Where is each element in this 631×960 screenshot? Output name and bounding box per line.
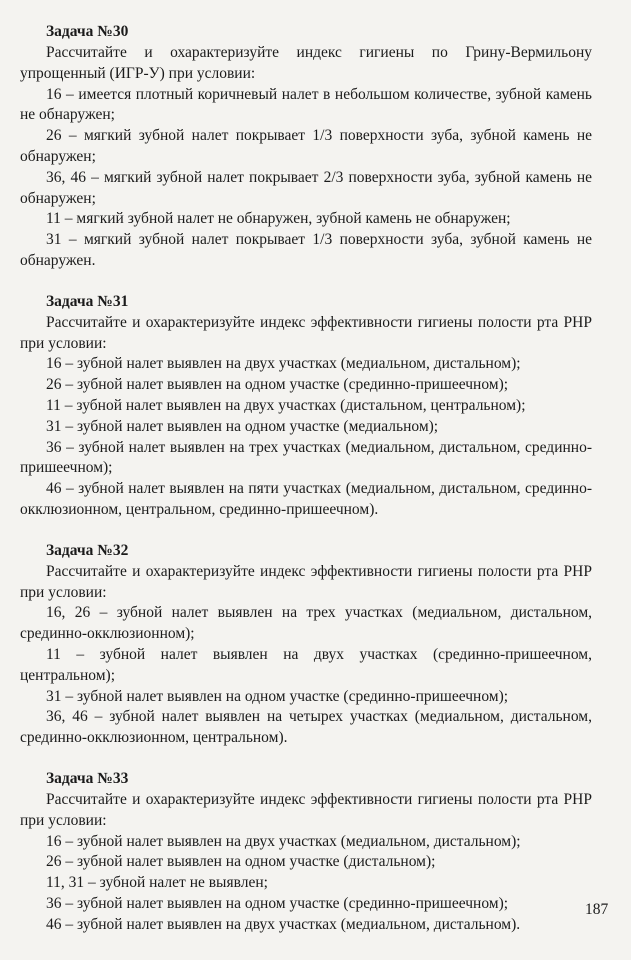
task-paragraph: 31 – зубной налет выявлен на одном участке (срединно-пришеечном); (46, 687, 509, 705)
task-paragraph: 36, 46 – мягкий зубной налет покрывает 2/3 поверхности зуба, зубной камень не обнаружен; (20, 168, 592, 207)
page-number: 187 (585, 901, 609, 918)
task-paragraph: 16, 26 – зубной налет выявлен на трех участках (медиальном, дистальном, срединно-окклюзионном); (20, 604, 592, 643)
task-paragraph: 11 – мягкий зубной налет не обнаружен, зубной камень не обнаружен; (46, 210, 511, 228)
task-30 (20, 22, 592, 272)
task-paragraph: 26 – зубной налет выявлен на одном участке (дистальном); (46, 853, 436, 871)
task-title: Задача №30 (46, 23, 129, 40)
task-paragraph: Рассчитайте и охарактеризуйте индекс эффективности гигиены полости рта PHP при условии: (20, 562, 592, 601)
task-paragraph: 26 – зубной налет выявлен на одном участке (срединно-пришеечном); (46, 376, 509, 394)
task-paragraph: 16 – имеется плотный коричневый налет в небольшом количестве, зубной камень не обнаружен; (20, 85, 592, 124)
task-paragraph: 11 – зубной налет выявлен на двух участках (дистальном, центральном); (46, 396, 526, 414)
task-title: Задача №32 (46, 541, 129, 559)
task-paragraph: 11 – зубной налет выявлен на двух участках (срединно-пришеечном, центральном); (20, 645, 592, 684)
task-title: Задача №33 (46, 769, 129, 787)
task-paragraph: 26 – мягкий зубной налет покрывает 1/3 поверхности зуба, зубной камень не обнаружен; (20, 127, 592, 165)
task-paragraph: Рассчитайте и охарактеризуйте индекс гигиены по Грину-Вермильону упрощенный (ИГР-У) при условии: (20, 44, 592, 82)
task-32 (20, 541, 592, 749)
task-paragraph: 11, 31 – зубной налет не выявлен; (46, 874, 268, 892)
task-paragraph: 46 – зубной налет выявлен на двух участках (медиальном, дистальном). (46, 915, 521, 933)
task-31 (20, 292, 592, 521)
task-paragraph: Рассчитайте и охарактеризуйте индекс эффективности гигиены полости рта PHP при условии: (20, 790, 592, 829)
task-paragraph: 46 – зубной налет выявлен на пяти участках (медиальном, дистальном, срединно-окклюзионном, центральном, срединно-пришеечном). (20, 480, 592, 518)
task-paragraph: 16 – зубной налет выявлен на двух участках (медиальном, дистальном); (46, 355, 521, 373)
task-paragraph: 16 – зубной налет выявлен на двух участках (медиальном, дистальном); (46, 832, 521, 850)
page-content (20, 22, 592, 955)
task-paragraph: 31 – зубной налет выявлен на одном участке (медиальном); (46, 417, 439, 435)
task-paragraph: 36 – зубной налет выявлен на трех участках (медиальном, дистальном, срединно-пришеечном); (20, 438, 592, 477)
task-paragraph: 36, 46 – зубной налет выявлен на четырех участках (медиальном, дистальном, срединно-окклюзионном, центральном). (20, 708, 592, 747)
task-paragraph: 36 – зубной налет выявлен на одном участке (срединно-пришеечном); (46, 894, 509, 912)
task-paragraph: 31 – мягкий зубной налет покрывает 1/3 поверхности зуба, зубной камень не обнаружен. (20, 231, 592, 269)
task-paragraph: Рассчитайте и охарактеризуйте индекс эффективности гигиены полости рта PHP при условии: (20, 313, 592, 352)
task-title: Задача №31 (46, 292, 129, 310)
task-33 (20, 769, 592, 936)
